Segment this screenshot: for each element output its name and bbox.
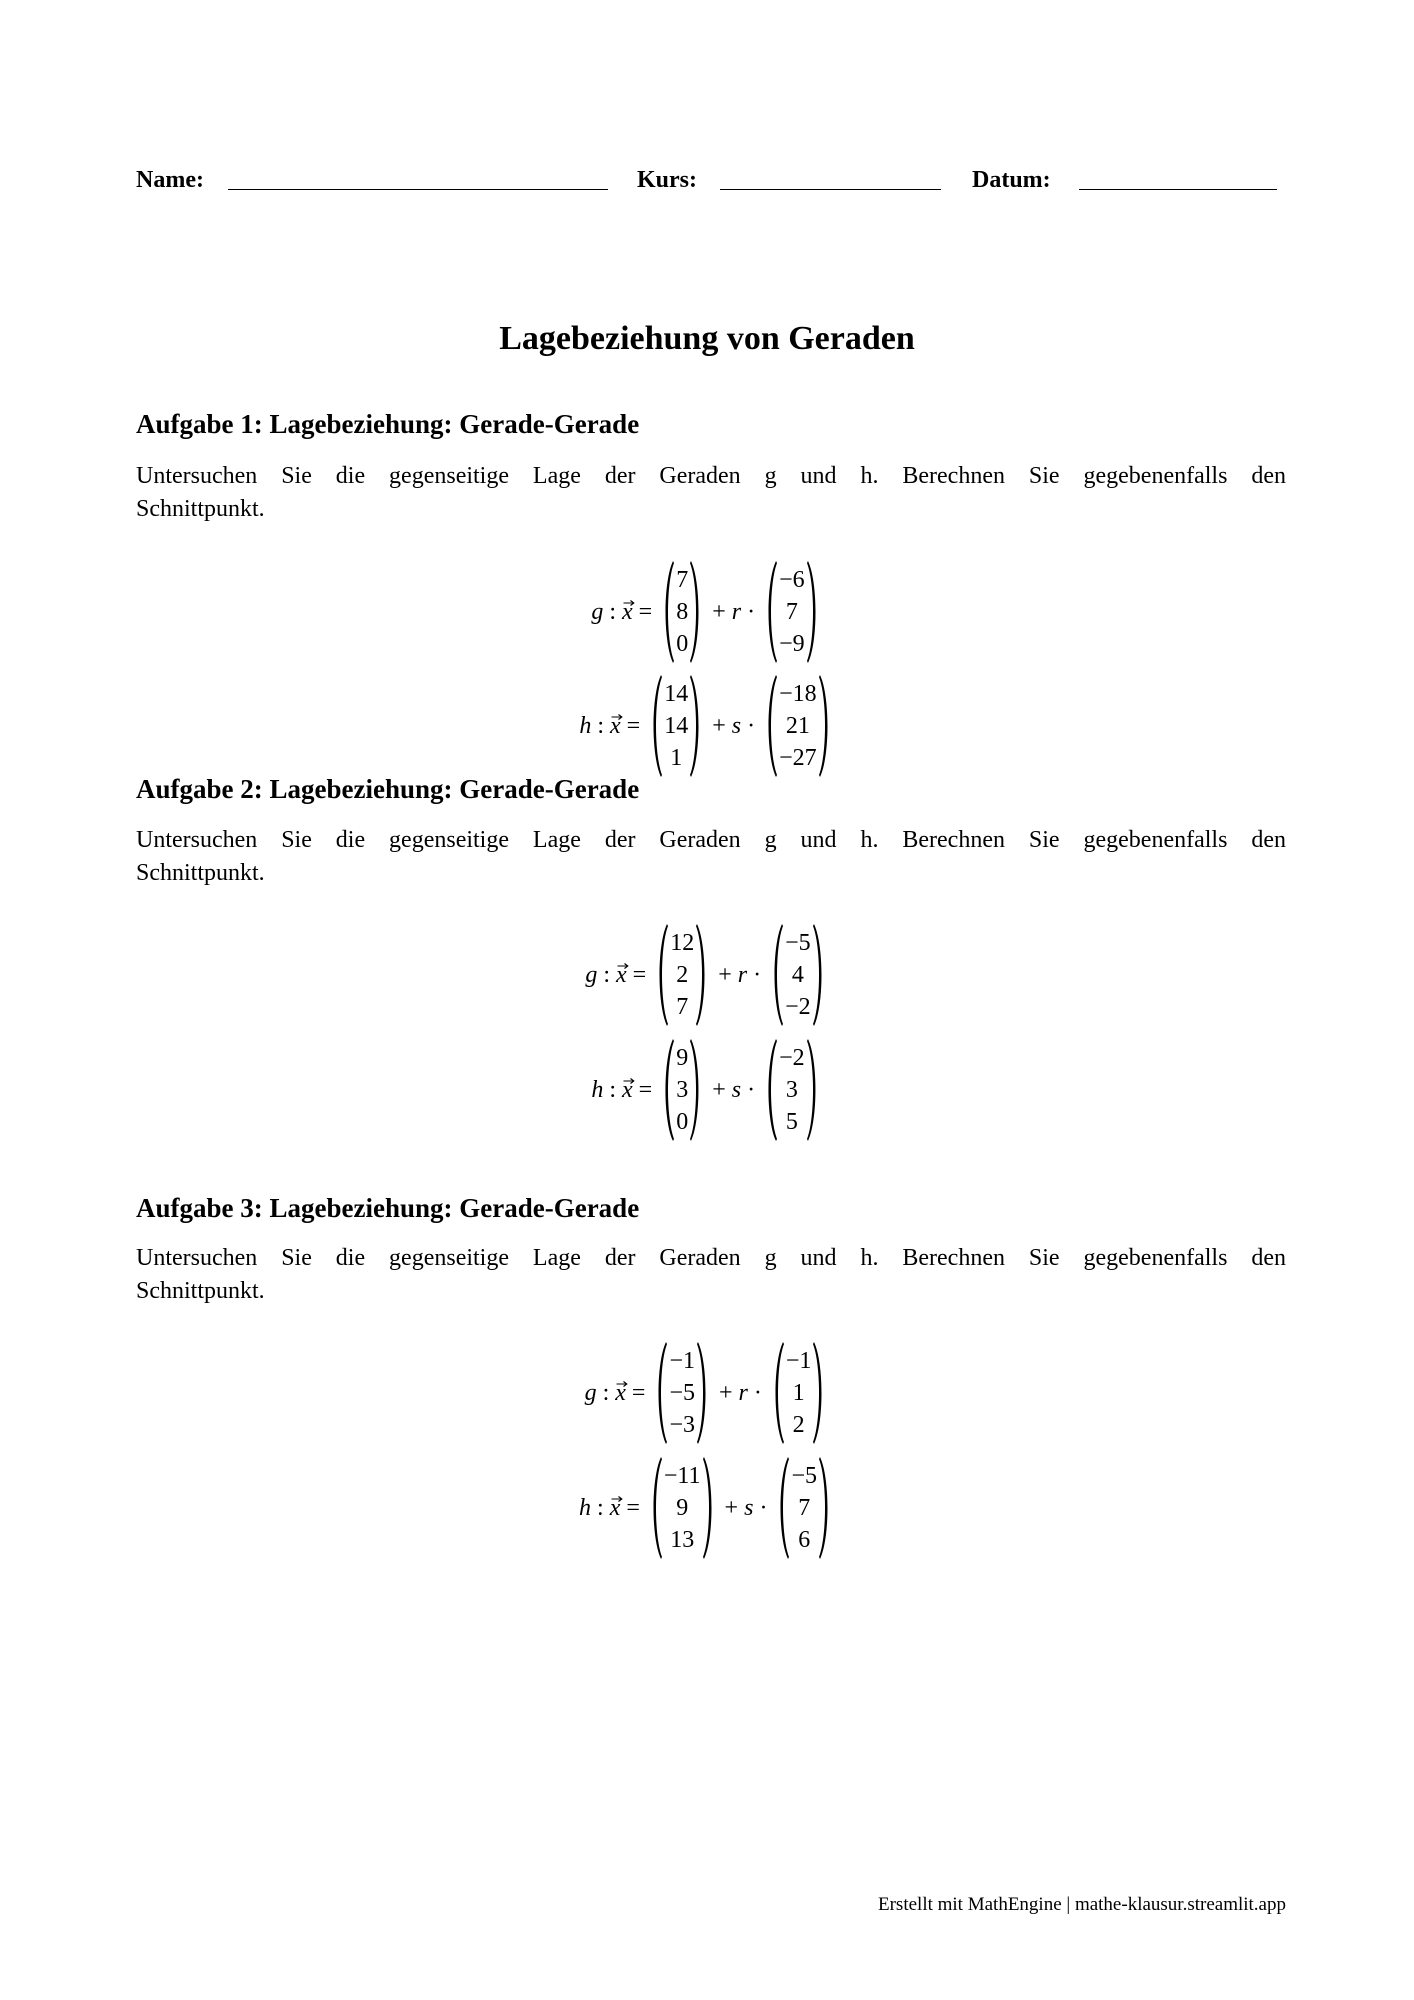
direction-vector [776,1456,832,1560]
equals-symbol: = [626,1495,640,1521]
left-parenthesis [764,1038,778,1142]
right-parenthesis [818,1456,832,1560]
line-equation-g [0,560,1414,664]
vector-entries [778,678,818,774]
left-parenthesis [776,1456,790,1560]
date-label: Datum: [972,167,1051,193]
colon-symbol: : [597,1495,604,1521]
vector-entries [778,564,806,660]
vector-arrow-icon [623,599,635,607]
left-parenthesis [649,1456,663,1560]
vector-entry: 21 [785,713,810,739]
vector-entry: 12 [670,930,695,956]
task-heading: Aufgabe 2: Lagebeziehung: Gerade-Gerade [136,774,640,804]
left-parenthesis [661,1038,675,1142]
right-parenthesis [695,923,709,1027]
equals-symbol: = [638,599,653,625]
line-name: g [584,1380,597,1406]
vector-entry: 7 [798,1495,811,1521]
vector-entry: 0 [676,1109,689,1135]
plus-symbol: + [712,1077,726,1103]
vector-arrow-icon [611,1495,623,1503]
line-equation-h [0,1456,1414,1560]
vector-entry: −2 [779,1045,805,1071]
line-name: h [579,713,592,739]
parameter-name: s [731,713,742,739]
vector-entry: −1 [785,1348,812,1374]
instruction-line: Untersuchen Sie die gegenseitige Lage der Geraden g und h. Berechnen Sie gegebenenfalls den [136,463,1286,489]
vector-arrow-icon [611,713,623,721]
vector-entry: 7 [785,599,798,625]
dot-symbol: · [747,713,756,739]
support-vector [661,1038,703,1142]
right-parenthesis [696,1341,710,1445]
instruction-line: Untersuchen Sie die gegenseitige Lage der Geraden g und h. Berechnen Sie gegebenenfalls den [136,1245,1286,1271]
position-vector [610,710,621,742]
instruction-line: Schnittpunkt. [136,1278,265,1304]
line-equation-h [0,674,1414,778]
left-parenthesis [771,1341,785,1445]
vector-entries [663,678,689,774]
vector-entry: 13 [670,1527,695,1553]
direction-vector [764,1038,820,1142]
vector-entries [784,927,812,1023]
dot-symbol: · [753,962,762,988]
vector-entry: −5 [669,1380,695,1406]
plus-symbol: + [718,962,732,988]
line-equation-g [0,923,1414,1027]
task-heading: Aufgabe 3: Lagebeziehung: Gerade-Gerade [136,1193,640,1223]
left-parenthesis [770,923,784,1027]
colon-symbol: : [609,599,617,625]
right-parenthesis [702,1456,716,1560]
equals-symbol: = [632,962,647,988]
parameter-name: s [744,1495,754,1521]
dot-symbol: · [747,599,756,625]
vector-entry: 14 [664,681,689,707]
left-parenthesis [655,923,669,1027]
dot-symbol: · [747,1077,756,1103]
position-vector [610,1492,621,1524]
name-field-line [228,189,608,190]
vector-entries [663,1460,702,1556]
plus-symbol: + [712,713,726,739]
plus-symbol: + [712,599,726,625]
vector-variable: x [616,962,627,988]
vector-entry: 8 [676,599,689,625]
plus-symbol: + [718,1380,733,1406]
vector-variable: x [610,713,621,739]
instruction-line: Schnittpunkt. [136,860,265,886]
vector-entry: −11 [663,1463,701,1489]
task-instruction [136,824,1286,890]
line-equation-h [0,1038,1414,1142]
vector-arrow-icon [617,962,629,970]
left-parenthesis [764,560,778,664]
name-label: Name: [136,167,204,193]
vector-entry: −1 [669,1348,695,1374]
equals-symbol: = [638,1077,653,1103]
right-parenthesis [689,1038,703,1142]
parameter-name: r [737,962,748,988]
line-name: h [579,1495,592,1521]
colon-symbol: : [597,713,605,739]
parameter-name: r [731,599,742,625]
vector-entry: 14 [664,713,689,739]
vector-arrow-icon [623,1077,635,1085]
date-field-line [1079,189,1277,190]
colon-symbol: : [609,1077,617,1103]
task-instruction [136,460,1286,526]
vector-entry: −5 [785,930,811,956]
right-parenthesis [812,1341,826,1445]
right-parenthesis [689,674,703,778]
vector-entry: 7 [676,994,689,1020]
line-name: g [585,962,598,988]
vector-entry: 1 [792,1380,805,1406]
vector-entries [778,1042,806,1138]
vector-entry: 9 [676,1045,689,1071]
position-vector [616,959,627,991]
vector-entry: 5 [785,1109,798,1135]
parameter-name: s [731,1077,742,1103]
task-instruction [136,1242,1286,1308]
footer-credit: Erstellt mit MathEngine | mathe-klausur.streamlit.app [878,1894,1286,1915]
direction-vector [764,560,820,664]
vector-entry: 7 [676,567,689,593]
vector-entry: −2 [785,994,811,1020]
vector-entry: 9 [676,1495,689,1521]
right-parenthesis [689,560,703,664]
vector-variable: x [609,1495,621,1521]
vector-entry: 2 [676,962,689,988]
equals-symbol: = [626,713,641,739]
vector-variable: x [622,599,633,625]
vector-entry: 2 [792,1412,805,1438]
vector-entry: −5 [791,1463,817,1489]
position-vector [622,1074,633,1106]
worksheet-title: Lagebeziehung von Geraden [499,320,915,357]
right-parenthesis [806,1038,820,1142]
vector-entries [669,927,695,1023]
direction-vector [770,923,826,1027]
vector-entries [668,1345,696,1441]
support-vector [649,1456,716,1560]
vector-entries [785,1345,813,1441]
right-parenthesis [818,674,832,778]
direction-vector [771,1341,827,1445]
line-equation-g [0,1341,1414,1445]
colon-symbol: : [602,1380,610,1406]
position-vector [622,596,633,628]
parameter-name: r [738,1380,748,1406]
vector-entry: −18 [779,681,817,707]
line-name: h [591,1077,604,1103]
task-heading: Aufgabe 1: Lagebeziehung: Gerade-Gerade [136,409,640,439]
vector-variable: x [622,1077,633,1103]
vector-entry: −9 [779,631,805,657]
left-parenthesis [764,674,778,778]
left-parenthesis [649,674,663,778]
support-vector [654,1341,710,1445]
vector-variable: x [615,1380,626,1406]
instruction-line: Schnittpunkt. [136,496,265,522]
plus-symbol: + [724,1495,739,1521]
course-field-line [720,189,941,190]
instruction-line: Untersuchen Sie die gegenseitige Lage der Geraden g und h. Berechnen Sie gegebenenfalls den [136,827,1286,853]
equals-symbol: = [631,1380,646,1406]
line-name: g [591,599,604,625]
vector-entry: 6 [798,1527,811,1553]
support-vector [661,560,703,664]
support-vector [649,674,703,778]
vector-entries [675,564,689,660]
vector-entry: −6 [779,567,805,593]
position-vector [615,1377,626,1409]
vector-entries [675,1042,689,1138]
vector-entry: −3 [669,1412,695,1438]
vector-entry: 3 [676,1077,689,1103]
right-parenthesis [812,923,826,1027]
vector-entry: 3 [785,1077,798,1103]
vector-entries [790,1460,818,1556]
vector-entry: 0 [676,631,689,657]
left-parenthesis [654,1341,668,1445]
vector-entry: −27 [779,745,817,771]
right-parenthesis [806,560,820,664]
course-label: Kurs: [637,167,697,193]
vector-entry: 1 [670,745,683,771]
support-vector [655,923,709,1027]
dot-symbol: · [753,1380,762,1406]
dot-symbol: · [759,1495,768,1521]
colon-symbol: : [603,962,611,988]
vector-entry: 4 [791,962,804,988]
vector-arrow-icon [616,1380,628,1388]
left-parenthesis [661,560,675,664]
direction-vector [764,674,832,778]
